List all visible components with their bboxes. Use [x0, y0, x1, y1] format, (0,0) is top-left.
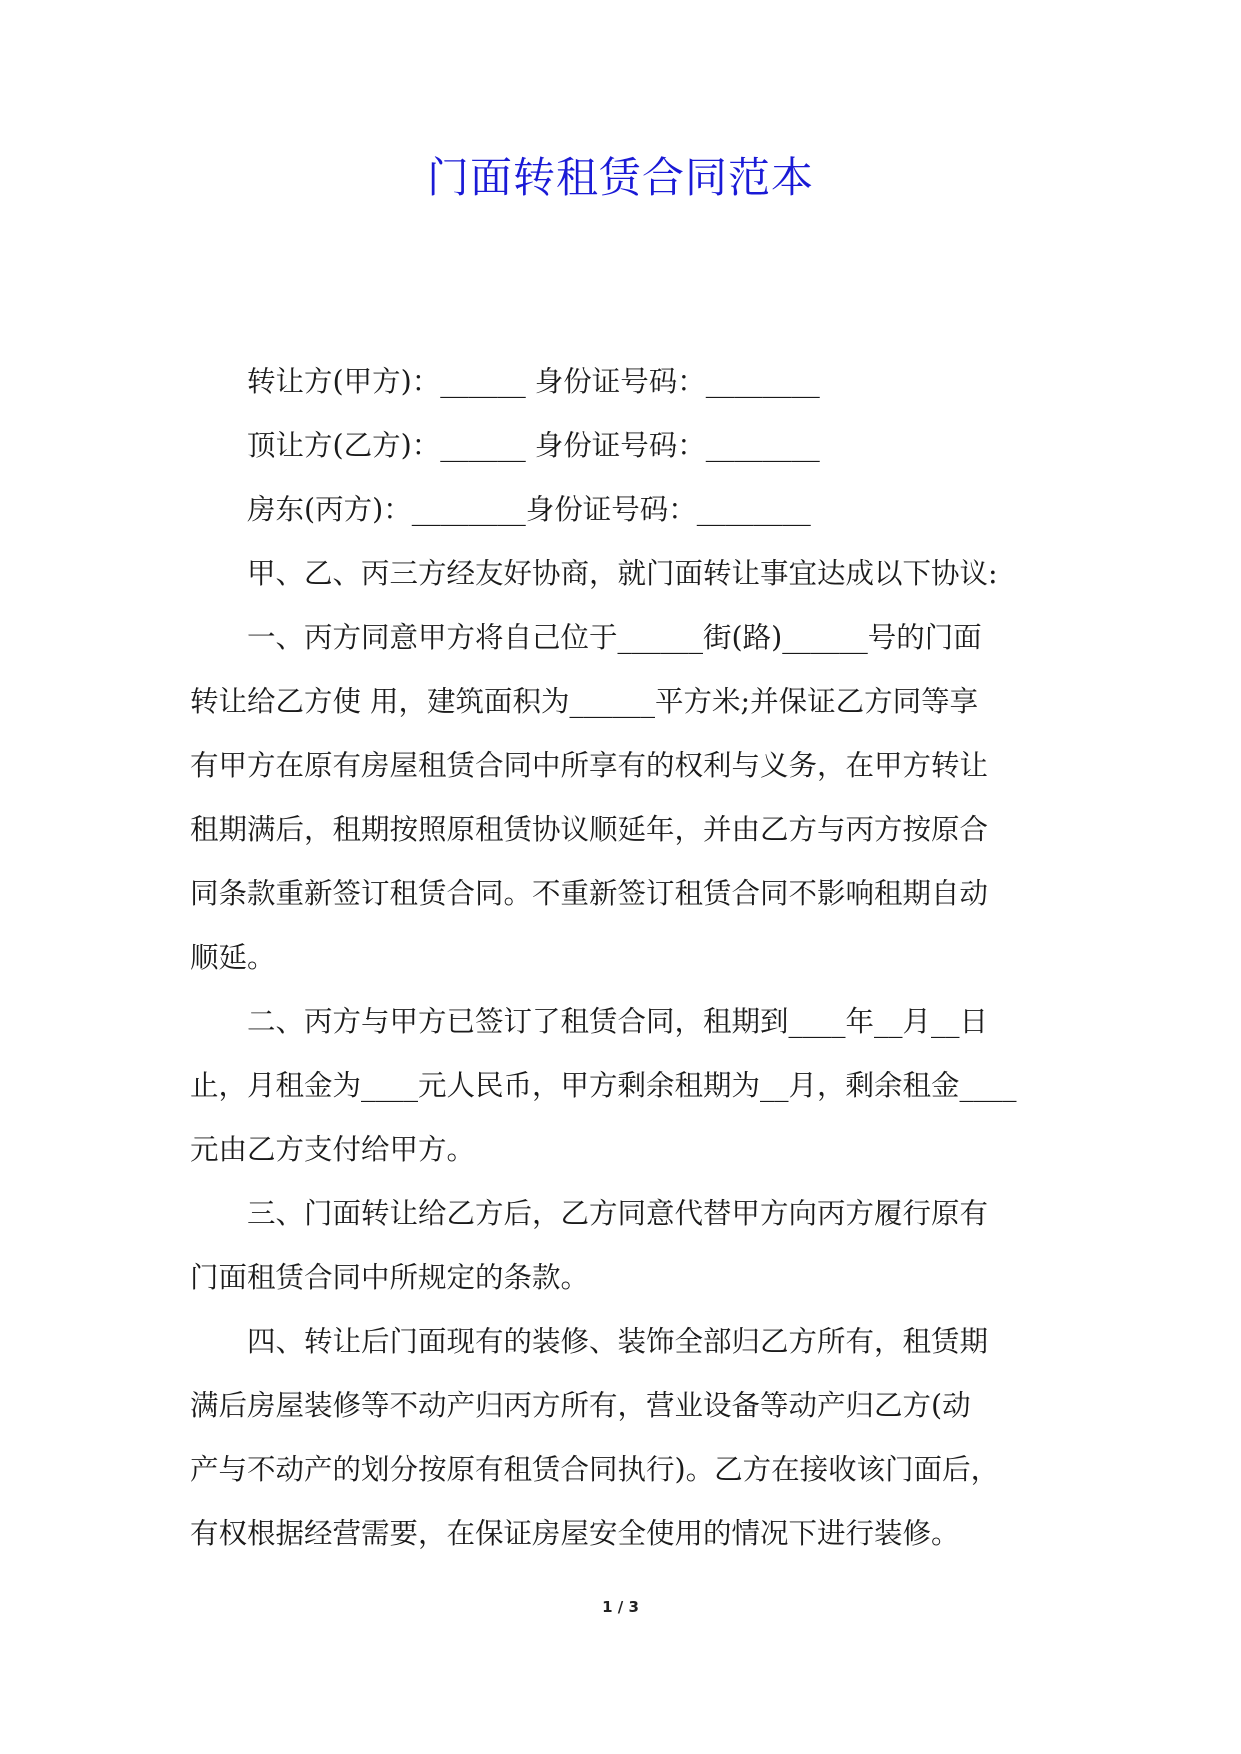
- clause3-line: 三、门面转让给乙方后，乙方同意代替甲方向丙方履行原有: [247, 1197, 989, 1230]
- clause4-line: 满后房屋装修等不动产归丙方所有，营业设备等动产归乙方(动: [190, 1389, 971, 1422]
- clause4-line: 有权根据经营需要，在保证房屋安全使用的情况下进行装修。: [190, 1517, 960, 1550]
- intro-paragraph: 甲、乙、丙三方经友好协商，就门面转让事宜达成以下协议:: [247, 557, 998, 590]
- clause4-line: 产与不动产的划分按原有租赁合同执行)。乙方在接收该门面后，: [190, 1453, 1000, 1486]
- clause1-line: 有甲方在原有房屋租赁合同中所享有的权利与义务，在甲方转让: [190, 749, 989, 782]
- clause3-line: 门面租赁合同中所规定的条款。: [190, 1261, 590, 1294]
- party-line-a: 转让方(甲方)：______ 身份证号码：________: [247, 365, 820, 398]
- clause1-line: 租期满后，租期按照原租赁协议顺延年，并由乙方与丙方按原合: [190, 813, 989, 846]
- clause4-line: 四、转让后门面现有的装修、装饰全部归乙方所有，租赁期: [247, 1325, 989, 1358]
- document-title: 门面转租赁合同范本: [426, 153, 814, 202]
- document-body: [190, 350, 1050, 1566]
- clause2-line: 二、丙方与甲方已签订了租赁合同，租期到____年__月__日: [247, 1005, 989, 1038]
- party-line-b: 顶让方(乙方)：______ 身份证号码：________: [247, 429, 820, 462]
- clause1-line: 转让给乙方使 用，建筑面积为______平方米;并保证乙方同等享: [190, 685, 979, 718]
- clause2-line: 止，月租金为____元人民币，甲方剩余租期为__月，剩余租金____: [190, 1069, 1017, 1102]
- clause2-line: 元由乙方支付给甲方。: [190, 1133, 476, 1166]
- party-line-c: 房东(丙方)：________身份证号码：________: [247, 493, 811, 526]
- clause1-line: 一、丙方同意甲方将自己位于______街(路)______号的门面: [247, 621, 982, 654]
- clause1-line: 同条款重新签订租赁合同。不重新签订租赁合同不影响租期自动: [190, 877, 989, 910]
- clause1-line: 顺延。: [190, 941, 276, 974]
- page-number: 1 / 3: [602, 1598, 639, 1616]
